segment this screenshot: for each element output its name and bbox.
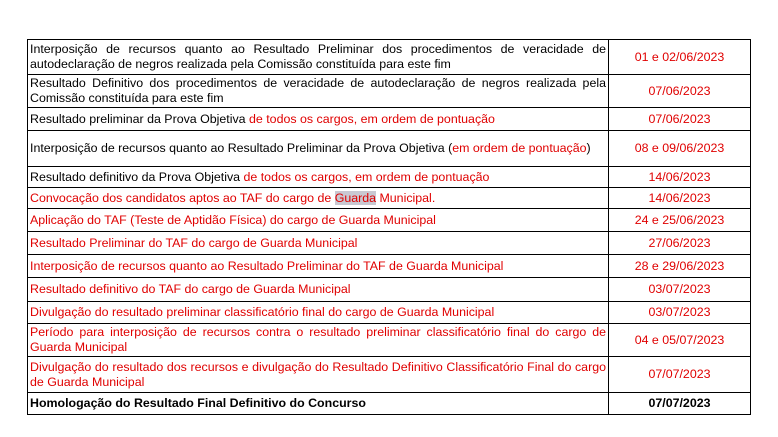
table-row xyxy=(28,40,751,75)
event-text: em ordem de pontuação xyxy=(452,141,587,155)
event-date: 14/06/2023 xyxy=(609,167,751,188)
event-text: de todos os cargos, em ordem de pontuação xyxy=(243,169,490,184)
event-text: Divulgação do resultado dos recursos e divulgação do Resultado Definitivo Classificatório Final do cargo de Guarda Municipal xyxy=(30,359,606,389)
event-text: Resultado definitivo da Prova Objetiva xyxy=(30,169,244,184)
event-date: 03/07/2023 xyxy=(609,278,751,302)
event-date: 03/07/2023 xyxy=(609,302,751,324)
table-row xyxy=(28,393,751,415)
schedule-table xyxy=(27,39,751,415)
highlighted-text: Guarda xyxy=(334,190,377,205)
event-text: Resultado definitivo do TAF do cargo de Guarda Municipal xyxy=(30,282,351,296)
event-date: 07/06/2023 xyxy=(609,75,751,108)
event-text: Aplicação do TAF (Teste de Aptidão Física) do cargo de Guarda Municipal xyxy=(30,212,436,227)
event-date: 07/07/2023 xyxy=(609,357,751,393)
event-date: 28 e 29/06/2023 xyxy=(609,255,751,278)
event-description xyxy=(28,75,609,108)
event-text: ) xyxy=(586,141,591,155)
table-row xyxy=(28,188,751,209)
event-description xyxy=(28,40,609,75)
schedule-body xyxy=(28,40,751,415)
event-text: Resultado Preliminar do TAF do cargo de Guarda Municipal xyxy=(30,235,358,250)
table-row xyxy=(28,357,751,393)
event-date: 04 e 05/07/2023 xyxy=(609,324,751,357)
event-description xyxy=(28,302,609,324)
event-description xyxy=(28,188,609,209)
event-description xyxy=(28,167,609,188)
table-row xyxy=(28,131,751,167)
event-text: Resultado Definitivo dos procedimentos de veracidade de autodeclaração de negros realizada pela Comissão constituída para este fim xyxy=(30,76,606,105)
event-description xyxy=(28,324,609,357)
event-description xyxy=(28,255,609,278)
event-text: Interposição de recursos quanto ao Resultado Preliminar do TAF de Guarda Municipal xyxy=(30,258,504,273)
table-row xyxy=(28,75,751,108)
event-text: Interposição de recursos quanto ao Resultado Preliminar dos procedimentos de veracidade de autodeclaração de negros realizada pela Comissão constituída para este fim xyxy=(30,42,606,71)
table-row xyxy=(28,167,751,188)
event-text: Convocação dos candidatos aptos ao TAF do cargo de xyxy=(30,190,335,205)
event-date: 24 e 25/06/2023 xyxy=(609,209,751,232)
table-row xyxy=(28,232,751,255)
table-row xyxy=(28,278,751,302)
event-description xyxy=(28,393,609,415)
event-date: 08 e 09/06/2023 xyxy=(609,131,751,167)
event-text: Homologação do Resultado Final Definitivo do Concurso xyxy=(30,396,366,410)
event-description xyxy=(28,131,609,167)
event-date: 01 e 02/06/2023 xyxy=(609,40,751,75)
event-text: Municipal. xyxy=(376,190,436,205)
event-text: Interposição de recursos quanto ao Resultado Preliminar da Prova Objetiva ( xyxy=(30,141,453,155)
table-row xyxy=(28,209,751,232)
event-text: de todos os cargos, em ordem de pontuação xyxy=(249,111,495,126)
event-description xyxy=(28,357,609,393)
event-date: 27/06/2023 xyxy=(609,232,751,255)
event-date: 07/06/2023 xyxy=(609,108,751,131)
event-description xyxy=(28,209,609,232)
event-date: 07/07/2023 xyxy=(609,393,751,415)
event-text: Período para interposição de recursos contra o resultado preliminar classificatório final do cargo de Guarda Municipal xyxy=(30,325,606,354)
table-row xyxy=(28,302,751,324)
table-row xyxy=(28,108,751,131)
table-row xyxy=(28,255,751,278)
event-date: 14/06/2023 xyxy=(609,188,751,209)
event-text: Resultado preliminar da Prova Objetiva xyxy=(30,111,250,126)
event-description xyxy=(28,232,609,255)
event-description xyxy=(28,108,609,131)
event-text: Divulgação do resultado preliminar classificatório final do cargo de Guarda Municipal xyxy=(30,305,495,319)
event-description xyxy=(28,278,609,302)
table-row xyxy=(28,324,751,357)
